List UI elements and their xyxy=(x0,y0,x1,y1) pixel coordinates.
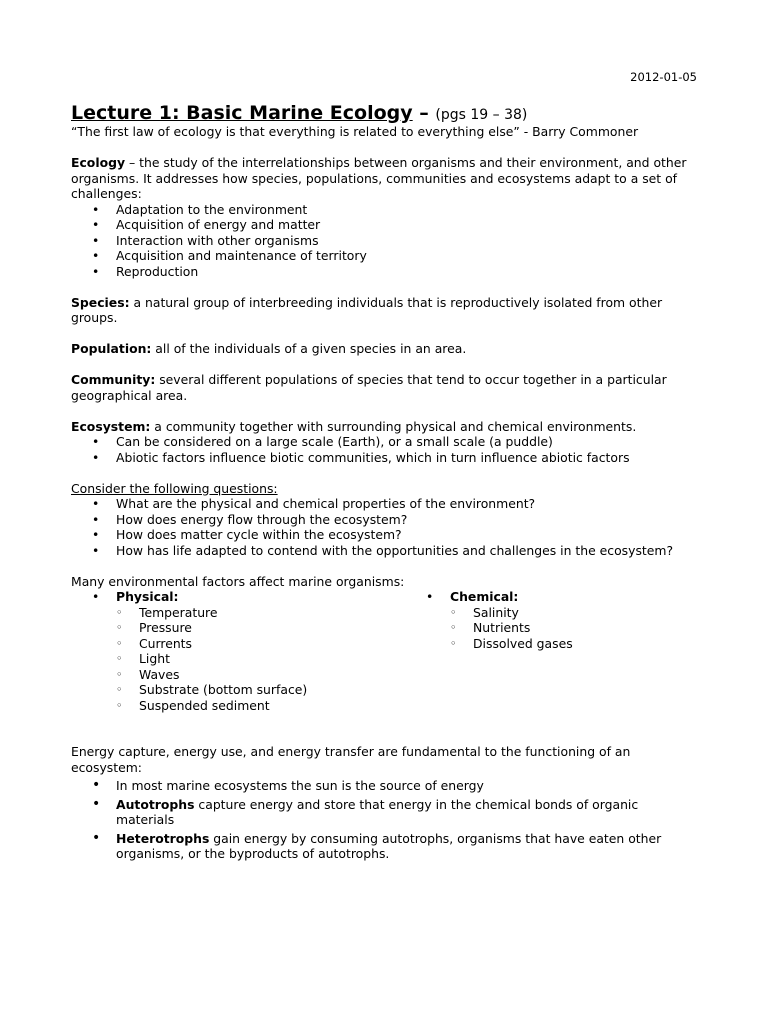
list-item: ◦ Salinity xyxy=(473,605,699,621)
list-item: ◦ Currents xyxy=(139,636,405,652)
chemical-column xyxy=(405,589,699,713)
community-definition: Community: several different populations of species that tend to occur together in a particular geographical area. xyxy=(71,372,667,403)
chemical-label: Chemical: xyxy=(450,589,519,604)
list-item: ◦ Pressure xyxy=(139,620,405,636)
list-item: • Reproduction xyxy=(116,264,699,280)
factors-intro: Many environmental factors affect marine organisms: xyxy=(71,573,405,589)
list-item: • Interaction with other organisms xyxy=(116,233,699,249)
heterotrophs-term: Heterotrophs xyxy=(116,830,210,846)
list-item: • Can be considered on a large scale (Earth), or a small scale (a puddle) xyxy=(116,434,699,450)
list-item: • How has life adapted to contend with the opportunities and challenges in the ecosystem? xyxy=(116,543,699,559)
quote: “The first law of ecology is that everything is related to everything else” - Barry Commoner xyxy=(71,124,639,139)
energy-intro: Energy capture, energy use, and energy transfer are fundamental to the functioning of an ecosystem: xyxy=(71,744,631,775)
autotrophs-term: Autotrophs xyxy=(116,796,195,812)
ecology-term: Ecology xyxy=(71,155,126,170)
list-item: ◦ Substrate (bottom surface) xyxy=(139,682,405,698)
list-item: • What are the physical and chemical properties of the environment? xyxy=(116,496,699,512)
title-dash: – xyxy=(412,102,436,124)
list-item: • Heterotrophs gain energy by consuming autotrophs, organisms that have eaten other organisms, or the byproducts of autotrophs. xyxy=(116,831,699,862)
factors-columns xyxy=(71,589,699,713)
list-item: • How does matter cycle within the ecosystem? xyxy=(116,527,699,543)
list-item: ◦ Dissolved gases xyxy=(473,636,699,652)
challenges-list xyxy=(71,202,699,280)
population-definition: Population: all of the individuals of a given species in an area. xyxy=(71,341,467,356)
document-body xyxy=(71,124,699,862)
list-item: • Autotrophs capture energy and store that energy in the chemical bonds of organic materials xyxy=(116,797,699,828)
physical-list xyxy=(116,605,405,714)
ecosystem-points xyxy=(71,434,699,465)
chemical-list xyxy=(450,605,699,652)
physical-column xyxy=(71,589,405,713)
questions-heading: Consider the following questions: xyxy=(71,480,278,496)
list-item: • Abiotic factors influence biotic communities, which in turn influence abiotic factors xyxy=(116,450,699,466)
list-item: • How does energy flow through the ecosystem? xyxy=(116,512,699,528)
list-item: ◦ Suspended sediment xyxy=(139,698,405,714)
list-item: ◦ Light xyxy=(139,651,405,667)
questions-list xyxy=(71,496,699,558)
chemical-factors xyxy=(450,589,699,651)
list-item: • Acquisition of energy and matter xyxy=(116,217,699,233)
physical-factors xyxy=(116,589,405,713)
list-item: ◦ Waves xyxy=(139,667,405,683)
list-item: • Adaptation to the environment xyxy=(116,202,699,218)
physical-label: Physical: xyxy=(116,589,179,604)
title-main: Lecture 1: Basic Marine Ecology xyxy=(71,102,413,124)
list-item: • In most marine ecosystems the sun is the source of energy xyxy=(116,778,699,794)
ecosystem-definition: Ecosystem: a community together with surrounding physical and chemical environments. xyxy=(71,418,637,434)
title-pages: (pgs 19 – 38) xyxy=(435,107,528,123)
list-item: ◦ Nutrients xyxy=(473,620,699,636)
list-item: ◦ Temperature xyxy=(139,605,405,621)
ecology-definition: Ecology – the study of the interrelationships between organisms and their environment, and other organisms. It addresses how species, populations, communities and ecosystems adapt to a set of challenges: xyxy=(71,155,687,201)
species-definition: Species: a natural group of interbreeding individuals that is reproductively isolated from other groups. xyxy=(71,294,663,325)
energy-list xyxy=(71,778,699,862)
date: 2012-01-05 xyxy=(630,70,697,84)
list-item: • Acquisition and maintenance of territory xyxy=(116,248,699,264)
